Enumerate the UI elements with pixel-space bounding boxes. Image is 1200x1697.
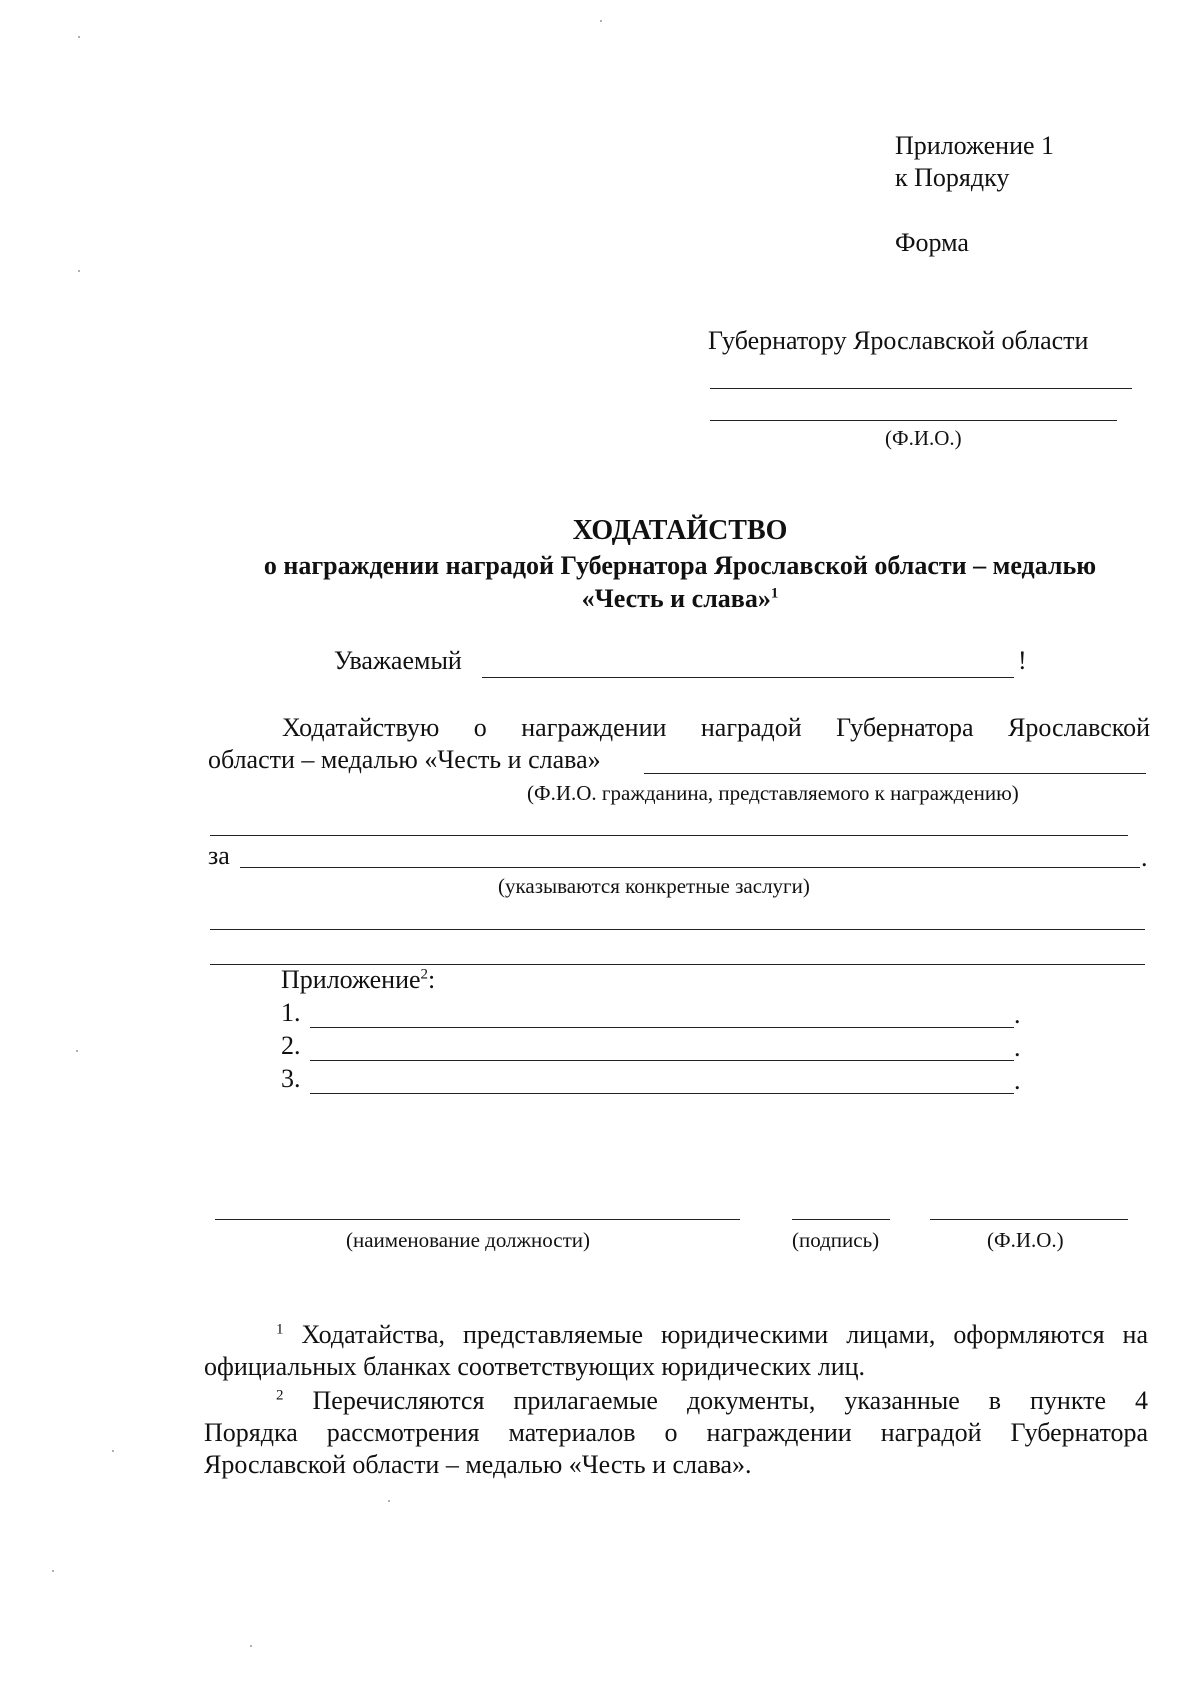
addressee-fio-caption: (Ф.И.О.) — [885, 426, 962, 450]
document-subtitle: о награждении наградой Губернатора Ярославской области – медалью — [263, 551, 1097, 580]
body-line-1: Ходатайствую о награждении наградой Губернатора Ярославской — [282, 713, 1150, 742]
merits-caption: (указываются конкретные заслуги) — [498, 874, 810, 898]
merits-suffix: . — [1141, 843, 1148, 872]
footnote-2-line-3: Ярославской области – медалью «Честь и слава». — [204, 1450, 752, 1479]
scan-speck — [600, 20, 602, 22]
scan-speck — [112, 1450, 114, 1452]
form-label: Форма — [895, 228, 969, 257]
addressee-line-2[interactable] — [710, 420, 1117, 421]
attachment-number-1: 1. — [281, 998, 301, 1027]
body-line-2: области – медалью «Честь и слава» — [208, 745, 601, 774]
nominee-fio-caption: (Ф.И.О. гражданина, представляемого к награждению) — [527, 781, 1019, 805]
position-caption: (наименование должности) — [346, 1228, 591, 1252]
attachments-label — [281, 965, 435, 995]
footnote-1-line-1 — [276, 1320, 1148, 1350]
appendix-label: Приложение 1 — [895, 131, 1055, 160]
footnote-2-mark: 2 — [276, 1387, 284, 1404]
attachment-end-2: . — [1014, 1033, 1021, 1062]
to-order-label: к Порядку — [895, 163, 1010, 192]
merits-line-2[interactable] — [210, 929, 1145, 930]
attachments-label-text: Приложение — [281, 965, 421, 994]
merits-prefix: за — [208, 841, 230, 870]
scan-speck — [388, 1500, 390, 1502]
attachment-end-1: . — [1014, 1000, 1021, 1029]
nominee-fio-field[interactable] — [644, 773, 1146, 774]
scan-speck — [76, 1050, 78, 1052]
document-title: ХОДАТАЙСТВО — [572, 515, 788, 546]
addressee-line-1[interactable] — [710, 388, 1132, 389]
salutation-name-field[interactable] — [482, 677, 1014, 678]
attachment-field-3[interactable] — [310, 1093, 1014, 1094]
nominee-line-continued[interactable] — [210, 835, 1128, 836]
addressee-title: Губернатору Ярославской области — [708, 326, 1089, 355]
attachment-number-2: 2. — [281, 1031, 301, 1060]
attachments-colon: : — [428, 965, 436, 994]
footnote-1-text-1: Ходатайства, представляемые юридическими лицами, оформляются на — [301, 1320, 1148, 1349]
footnote-2-line-1 — [276, 1386, 1148, 1416]
scan-speck — [250, 1645, 252, 1647]
signer-fio-line[interactable] — [930, 1219, 1128, 1220]
attachment-field-1[interactable] — [310, 1027, 1014, 1028]
scan-speck — [52, 1570, 54, 1572]
signer-fio-caption: (Ф.И.О.) — [987, 1228, 1064, 1252]
merits-field[interactable] — [240, 867, 1140, 868]
attachment-number-3: 3. — [281, 1064, 301, 1093]
attachment-field-2[interactable] — [310, 1060, 1014, 1061]
footnote-2-line-2: Порядка рассмотрения материалов о награждении наградой Губернатора — [204, 1418, 1148, 1447]
footnote-1-line-2: официальных бланках соответствующих юридических лиц. — [204, 1352, 866, 1381]
footnote-2-text-1: Перечисляются прилагаемые документы, указанные в пункте 4 — [312, 1386, 1149, 1415]
scan-speck — [78, 36, 80, 38]
signature-line[interactable] — [792, 1219, 890, 1220]
footnote-ref-2: 2 — [420, 966, 429, 983]
salutation-prefix: Уважаемый — [334, 646, 462, 675]
attachment-end-3: . — [1014, 1066, 1021, 1095]
footnote-1-mark: 1 — [276, 1321, 284, 1338]
footnote-ref-1: 1 — [770, 585, 779, 602]
position-line[interactable] — [215, 1219, 740, 1220]
scan-speck — [78, 270, 80, 272]
salutation-suffix: ! — [1018, 646, 1027, 675]
signature-caption: (подпись) — [792, 1228, 880, 1252]
document-subtitle-medal — [0, 584, 1200, 614]
medal-name: «Честь и слава» — [581, 584, 771, 613]
